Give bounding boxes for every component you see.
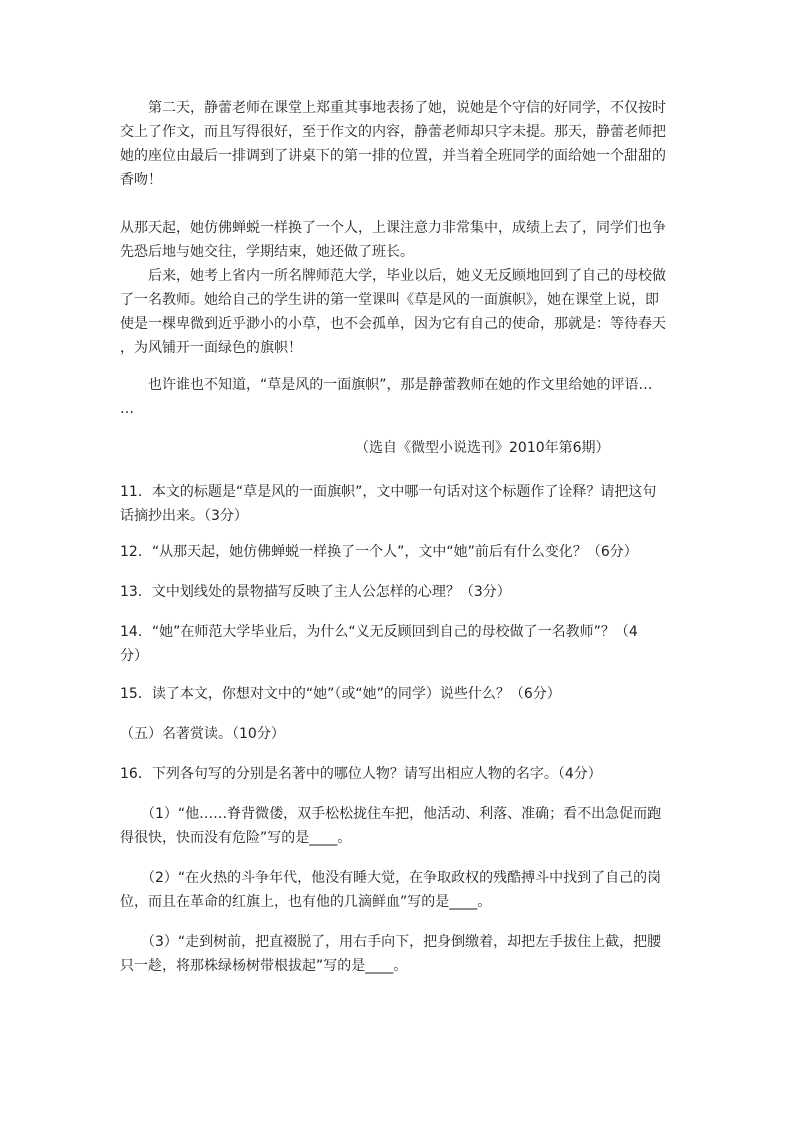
story-paragraph [120,96,700,192]
text-line: 12．“从那天起，她仿佛蝉蜕一样换了一个人”，文中“她”前后有什么变化？（6分） [120,544,638,560]
text-line: 她的座位由最后一排调到了讲桌下的第一排的位置，并当着全班同学的面给她一个甜甜的 [120,148,666,164]
text-line: 从那天起，她仿佛蝉蜕一样换了一个人，上课注意力非常集中，成绩上去了，同学们也争 [120,220,666,236]
text-line: 只一趁，将那株绿杨树带根拔起”写的是____。 [120,958,408,974]
text-line: 交上了作文，而且写得很好，至于作文的内容，静蕾老师却只字未提。那天，静蕾老师把 [120,124,666,140]
text-line: （3）“走到树前，把直裰脱了，用右手向下，把身倒缴着，却把左手拔住上截，把腰 [120,934,662,950]
text-line: 后来，她考上省内一所名牌师范大学，毕业以后，她义无反顾地回到了自己的母校做 [120,268,666,284]
question-16-item-3 [120,930,700,978]
question-14 [120,620,700,668]
text-line: （1）“他……脊背微偻，双手松松拢住车把，他活动、利落、准确；看不出急促而跑 [120,806,662,822]
text-line: 了一名教师。她给自己的学生讲的第一堂课叫《草是风的一面旗帜》，她在课堂上说，即 [120,292,659,308]
source-text: （选自《微型小说选刊》2010年第6期） [355,440,610,456]
question-16-item-2 [120,866,700,914]
text-line: 使是一棵卑微到近乎渺小的小草，也不会孤单，因为它有自己的使命，那就是：等待春天 [120,316,666,332]
text-line: 13．文中划线处的景物描写反映了主人公怎样的心理？（3分） [120,584,511,600]
text-line: 香吻！ [120,172,162,188]
text-line: 16．下列各句写的分别是名著中的哪位人物？请写出相应人物的名字。（4分） [120,766,602,782]
question-13 [120,580,700,604]
question-11 [120,480,700,528]
text-line: 也许谁也不知道，“草是风的一面旗帜”，那是静蕾教师在她的作文里给她的评语… [120,377,653,393]
text-line: 第二天，静蕾老师在课堂上郑重其事地表扬了她，说她是个守信的好同学，不仅按时 [120,100,666,116]
text-line: … [120,401,134,417]
story-paragraph [120,373,700,421]
text-line: 14．“她”在师范大学毕业后，为什么“义无反顾回到自己的母校做了一名教师”？（4 [120,624,638,640]
text-line: 分） [120,648,148,664]
text-line: （五）名著赏读。（10分） [120,726,285,742]
text-line: 11．本文的标题是“草是风的一面旗帜”，文中哪一句话对这个标题作了诠释？请把这句 [120,484,657,500]
text-line: ，为风铺开一面绿色的旗帜！ [120,340,302,356]
question-16-item-1 [120,802,700,850]
story-paragraph [120,216,700,264]
text-line: 话摘抄出来。（3分） [120,508,248,524]
source-citation [355,436,794,460]
question-15 [120,682,700,706]
question-12 [120,540,700,564]
text-line: 先恐后地与她交往，学期结束，她还做了班长。 [120,244,414,260]
story-paragraph [120,264,700,360]
text-line: 位，而且在革命的红旗上，也有他的几滴鲜血”写的是____。 [120,894,492,910]
text-line: 15．读了本文，你想对文中的“她”（或“她”的同学）说些什么？（6分） [120,686,561,702]
question-16 [120,762,700,786]
section-heading [120,722,700,746]
text-line: 得很快，快而没有危险”写的是____。 [120,830,352,846]
text-line: （2）“在火热的斗争年代，他没有睡大觉，在争取政权的残酷搏斗中找到了自己的岗 [120,870,662,886]
